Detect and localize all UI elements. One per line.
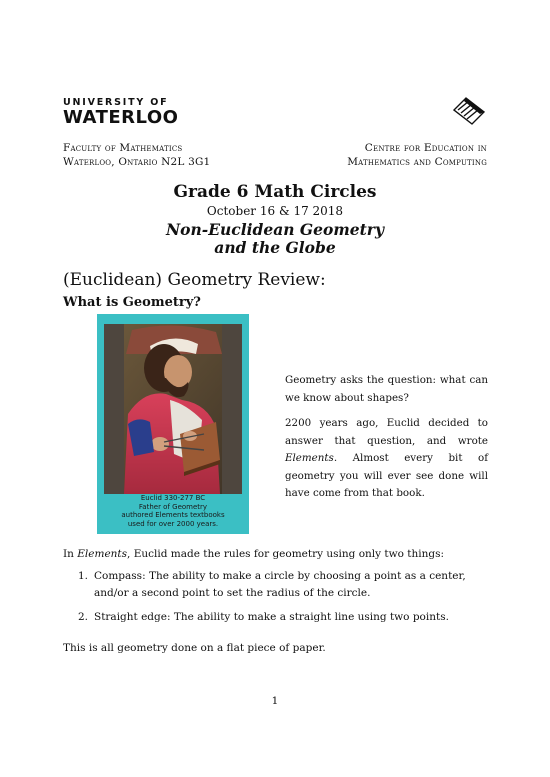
intro-italic: Elements [77, 548, 128, 560]
list-item-number: 2. [78, 611, 89, 623]
side-paragraph-1: Geometry asks the question: what can we know about shapes? [285, 374, 488, 404]
centre-line2: Mathematics and Computing [347, 156, 487, 168]
university-logo [63, 97, 178, 128]
euclid-figure [97, 314, 249, 534]
closing-sentence: This is all geometry done on a flat piece of paper. [63, 642, 326, 654]
centre-line1: Centre for Education in [364, 142, 487, 154]
side-paragraph-2 [285, 415, 488, 503]
elements-title: Elements. [285, 452, 338, 464]
side-paragraph-2-start: 2200 years ago, Euclid decided to answer that question, and wrote [285, 417, 488, 447]
section-subheading: What is Geometry? [63, 295, 201, 310]
caption-line4: used for over 2000 years. [127, 519, 219, 528]
title-topic-line2: and the Globe [214, 238, 336, 257]
list-item [78, 609, 490, 626]
university-name-line1: UNIVERSITY OF [63, 97, 169, 108]
faculty-block [63, 141, 210, 169]
cemc-logo-icon [452, 96, 486, 126]
caption-line1: Euclid 330-277 BC [140, 494, 206, 502]
centre-block [347, 141, 487, 169]
euclid-portrait [104, 324, 242, 494]
faculty-line2: Waterloo, Ontario N2L 3G1 [63, 156, 211, 168]
list-item-text: Compass: The ability to make a circle by choosing a point as a center, and/or a second point to set the radius of the circle. [94, 570, 466, 599]
list-item-number: 1. [78, 570, 89, 582]
list-item [78, 568, 490, 602]
intro-sentence [63, 546, 493, 563]
side-paragraph-2-end: Almost every bit of geometry you will ever see done will have come from that book. [285, 452, 488, 499]
page-number: 1 [271, 695, 279, 707]
university-name-line2: WATERLOO [63, 107, 179, 128]
section-heading: (Euclidean) Geometry Review: [63, 270, 326, 290]
euclid-caption [97, 494, 249, 528]
intro-suffix: , Euclid made the rules for geometry using only two things: [127, 548, 445, 560]
faculty-line1: Faculty of Mathematics [63, 142, 183, 154]
caption-line3: authored Elements textbooks [121, 511, 225, 520]
list-item-text: Straight edge: The ability to make a straight line using two points. [94, 611, 449, 623]
intro-prefix: In [63, 548, 78, 560]
title-date: October 16 & 17 2018 [206, 204, 344, 218]
tools-list [78, 568, 490, 626]
title-topic-line1: Non-Euclidean Geometry [166, 220, 384, 239]
caption-line2: Father of Geometry [138, 502, 208, 511]
title-main: Grade 6 Math Circles [173, 182, 377, 202]
side-text [285, 372, 488, 503]
